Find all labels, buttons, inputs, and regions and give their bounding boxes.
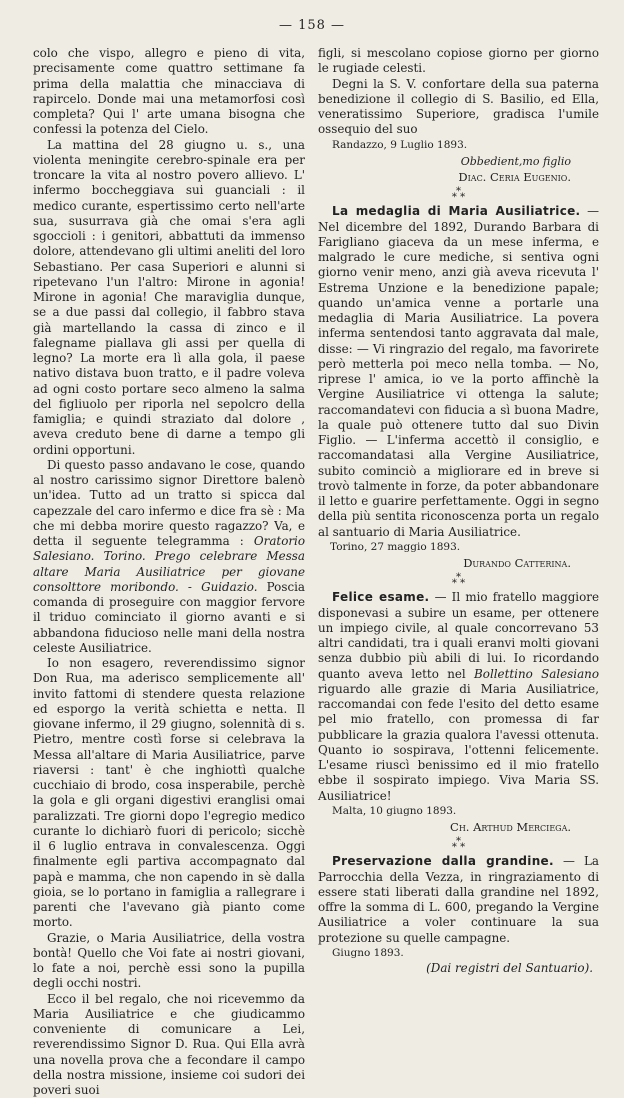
article-title: Preservazione dalla grandine. xyxy=(332,854,554,868)
left-column xyxy=(33,46,305,1098)
star: * xyxy=(318,575,599,581)
ornament-stars xyxy=(318,575,599,587)
dateline: Giugno 1893. xyxy=(318,946,599,961)
signature-salutation: Obbedient,mo figlio xyxy=(318,154,599,169)
paragraph: Io non esagero, reverendissimo signor Don Rua, ma aderisco semplicemente all' invito fattomi di stendere questa relazione ed esporgo la verità schietta e netta. Il giovane infermo, il 29 giugno, solennità di s. Pietro, mentre costì forse si celebrava la Messa all'altare di Maria Ausiliatrice, parve riaversi : tant' è che inghiottì qualche cucchiaio di brodo, cosa insperabile, perchè la gola e gli organi digestivi eranglisi omai paralizzati. Tre giorni dopo l'egregio medico curante lo dichiarò fuori di pericolo; sicchè il 6 luglio entrava in convalescenza. Oggi finalmente egli partiva accompagnato dal papà e mamma, che non capendo in sè dalla gioia, se lo portano in famiglia a rallegrare i parenti che l'avevano già pianto come morto. xyxy=(33,656,305,931)
article-title: La medaglia di Maria Ausiliatrice. xyxy=(332,204,580,218)
article xyxy=(318,590,599,804)
dateline: Malta, 10 giugno 1893. xyxy=(318,804,599,819)
article xyxy=(318,854,599,946)
article-body: — La Parrocchia della Vezza, in ringraziamento di essere stati liberati dalla grandine nel 1892, offre la somma di L. 600, pregando la Vergine Ausiliatrice a voler continuare la sua protezione su quelle campagne. xyxy=(318,854,599,944)
paragraph-text: Di questo passo andavano le cose, quando al nostro carissimo signor Direttore balenò un'idea. Tutto ad un tratto si spicca dal capezzale del caro infermo e dice fra sè : Ma che mi debba morire questo ragazzo? Va, e detta il seguente telegramma : xyxy=(33,458,305,548)
star-pair: * * xyxy=(318,195,599,201)
ornament-stars xyxy=(318,189,599,201)
publication-name: Bollettino Salesiano xyxy=(474,667,599,681)
star: * xyxy=(318,839,599,845)
article xyxy=(318,204,599,540)
article-body: riguardo alle grazie di Maria Ausiliatrice, raccomandai con fede l'esito del detto esame pel mio fratello, con promessa di far pubblicare la grazia qualora l'avessi ottenuta. Quanto io sospirava, l'ottenni felicemente. L'esame riuscì benissimo ed il mio fratello ebbe il sospirato impiego. Viva Maria SS. Ausiliatrice! xyxy=(318,682,599,803)
paragraph: La mattina del 28 giugno u. s., una violenta meningite cerebro-spinale era per troncare la vita al nostro povero allievo. L' infermo boccheggiava sui guanciali : il medico curante, espertissimo certo nell'arte sua, susurrava già che omai s'era agli sgoccioli : i genitori, abbattuti da immenso dolore, attendevano gli ultimi aneliti del loro Sebastiano. Per casa Superiori e alunni si ripetevano l'un l'altro: Mirone in agonia! Mirone in agonia! Che maraviglia dunque, se a due passi dal collegio, il fabbro stava già martellando la cassa di zinco e il falegname piallava gli assi per quella di legno? La morte era lì alla gola, il paese nativo distava buon tratto, e il padre voleva ad ogni costo portare seco almeno la salma del figliuolo per riporla nel sepolcro della famiglia; e quindi straziato dal dolore , aveva creduto bene di darne a tempo gli ordini opportuni. xyxy=(33,138,305,458)
paragraph: colo che vispo, allegro e pieno di vita, precisamente come quattro settimane fa prima della malattia che minacciava di rapircelo. Donde mai una metamorfosi così completa? Qui l' arte umana bisogna che confessi la potenza del Cielo. xyxy=(33,46,305,138)
paragraph: Degni la S. V. confortare della sua paterna benedizione il collegio di S. Basilio, ed Ella, veneratissimo Superiore, gradisca l'umile ossequio del suo xyxy=(318,77,599,138)
star: * xyxy=(318,189,599,195)
dateline: Torino, 27 maggio 1893. xyxy=(318,540,599,555)
paragraph: Ecco il bel regalo, che noi ricevemmo da Maria Ausiliatrice e che giudicammo conveniente di comunicare a Lei, reverendissimo Signor D. Rua. Qui Ella avrà una novella prova che a fecondare il campo della nostra missione, insieme coi sudori dei poveri suoi xyxy=(33,992,305,1098)
page-number: — 158 — xyxy=(0,18,624,33)
star-pair: * * xyxy=(318,581,599,587)
paragraph xyxy=(33,458,305,656)
dateline: Randazzo, 9 Luglio 1893. xyxy=(318,138,599,153)
ornament-stars xyxy=(318,839,599,851)
paragraph: Grazie, o Maria Ausiliatrice, della vostra bontà! Quello che Voi fate ai nostri giovani, lo fate a noi, perchè essi sono la pupilla degli occhi nostri. xyxy=(33,931,305,992)
signature-name: Ch. Arthud Merciega. xyxy=(318,820,599,835)
source-note: (Dai registri del Santuario). xyxy=(318,961,599,976)
signature-name: Durando Catterina. xyxy=(318,556,599,571)
paragraph-text: Poscia comanda di proseguire con maggior fervore il triduo cominciato il giorno avanti e si abbandona fiducioso nelle mani della nostra celeste Ausiliatrice. xyxy=(33,580,305,655)
article-body: — Nel dicembre del 1892, Durando Barbara di Farigliano giaceva da un mese inferma, e malgrado le cure mediche, si sentiva ogni giorno venir meno, anzi già aveva ricevuta l' Estrema Unzione e la benedizione papale; quando un'amica venne a portarle una medaglia di Maria Ausiliatrice. La povera inferma sentendosi tanto aggravata dal male, disse: — Vi ringrazio del regalo, ma favorirete però metterla poi meco nella tomba. — No, riprese l' amica, io ve la porto affinchè la Vergine Ausiliatrice vi ottenga la salute; raccomandatevi con fiducia a sì buona Madre, la quale può ottenere tutto dal suo Divin Figlio. — L'inferma accettò il consiglio, e raccomandatasi alla Vergine Ausiliatrice, subito cominciò a migliorare ed in breve si trovò talmente in forze, da poter abbandonare il letto e guarire perfettamente. Oggi in segno della più sentita riconoscenza porta un regalo al santuario di Maria Ausiliatrice. xyxy=(318,204,599,538)
paragraph: figli, si mescolano copiose giorno per giorno le rugiade celesti. xyxy=(318,46,599,77)
right-column xyxy=(318,46,599,976)
telegram-text: Oratorio Salesiano. Torino. Prego celebrare Messa altare Maria Ausiliatrice per giovane consolttore moribondo. - Guidazio. xyxy=(33,534,305,594)
signature-name: Diac. Ceria Eugenio. xyxy=(318,170,599,185)
star-pair: * * xyxy=(318,845,599,851)
article-title: Felice esame. xyxy=(332,590,429,604)
article-body: — Il mio fratello maggiore disponevasi a subire un esame, per ottenere un impiego civile, al quale concorrevano 53 altri candidati, tra i quali eranvi molti giovani senza dubbio più abili di lui. Io ricordando quanto aveva letto nel xyxy=(318,590,599,680)
